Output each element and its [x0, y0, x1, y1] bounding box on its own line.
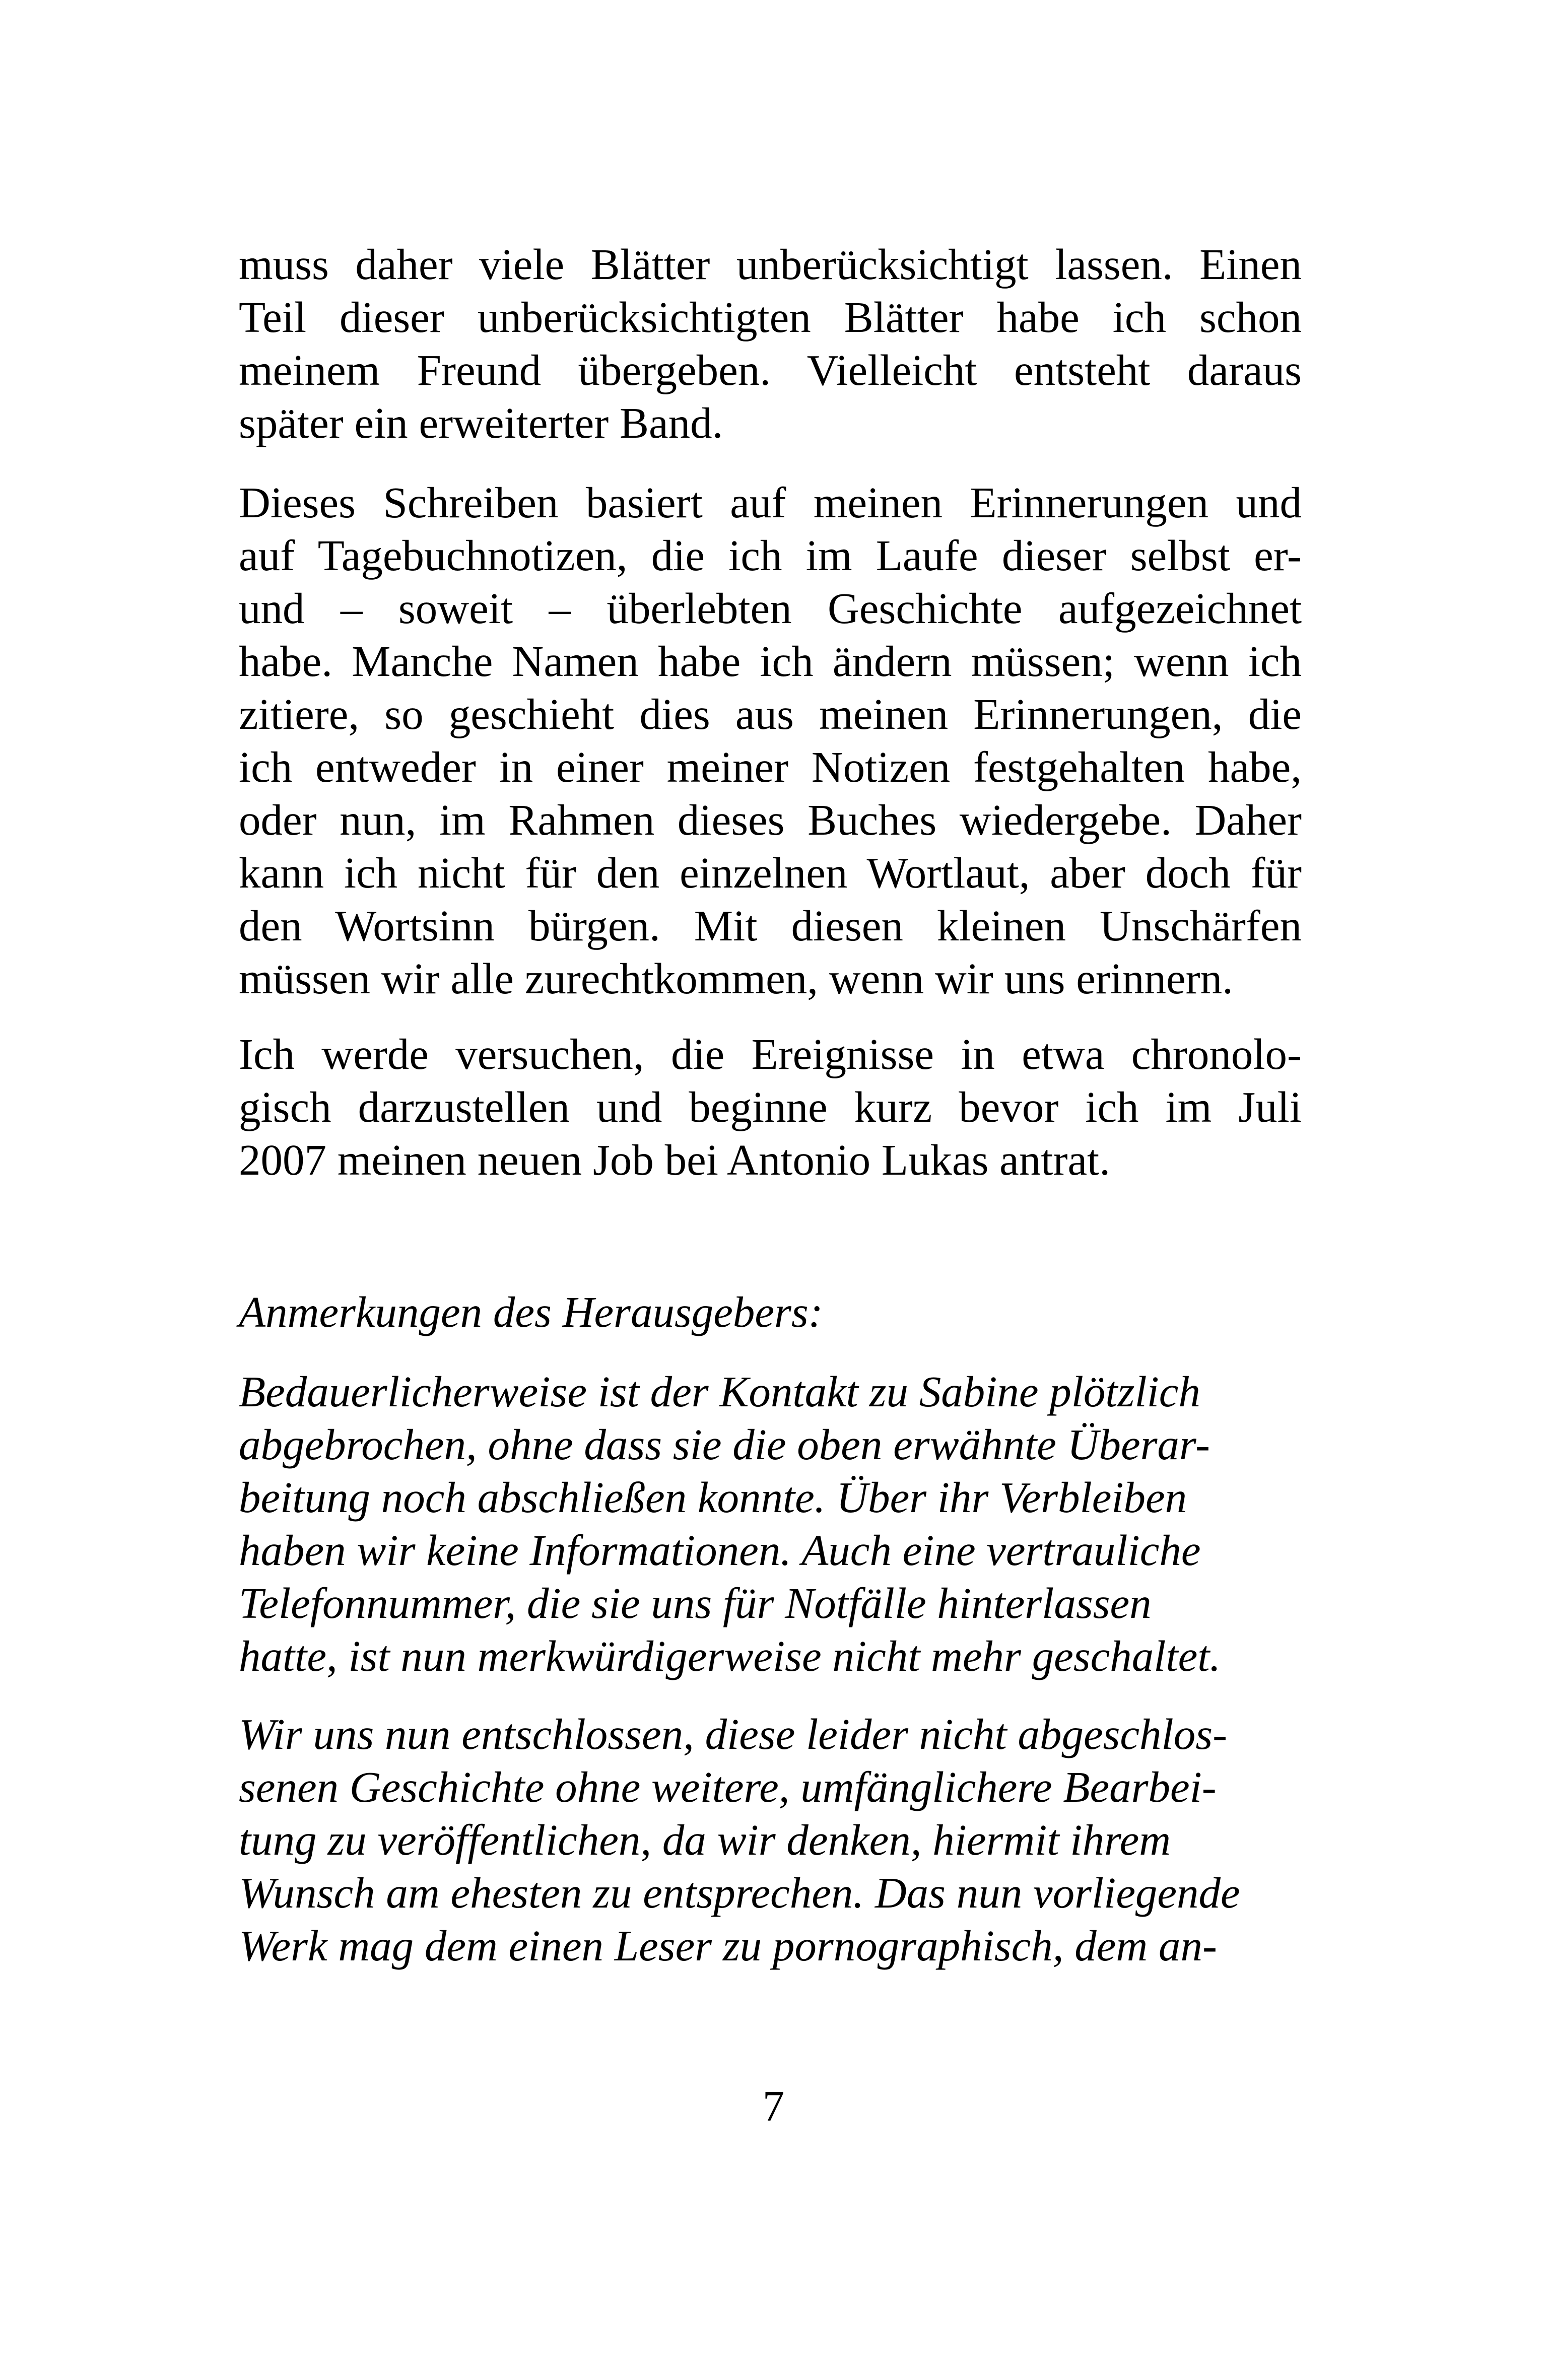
editor-paragraph-1	[239, 1365, 1302, 1682]
editor-notes-heading	[239, 1285, 1302, 1338]
paragraph-line: Bedauerlicherweise ist der Kontakt zu Sabine plötzlich	[239, 1367, 1200, 1416]
paragraph-line: haben wir keine Informationen. Auch eine vertrauliche	[239, 1526, 1201, 1575]
paragraph-line: später ein erweiterter Band.	[239, 398, 723, 447]
paragraph-line: Werk mag dem einen Leser zu pornographisch, dem an-	[239, 1921, 1217, 1970]
paragraph-line: abgebrochen, ohne dass sie die oben erwähnte Überar-	[239, 1420, 1210, 1469]
paragraph-1	[239, 238, 1302, 449]
paragraph-line: Telefonnummer, die sie uns für Notfälle hinterlassen	[239, 1579, 1152, 1627]
paragraph-line: ich entweder in einer meiner Notizen festgehalten habe,	[239, 742, 1302, 791]
paragraph-line: den Wortsinn bürgen. Mit diesen kleinen Unschärfen	[239, 901, 1302, 950]
page-number: 7	[762, 2081, 785, 2130]
paragraph-line: kann ich nicht für den einzelnen Wortlaut, aber doch für	[239, 848, 1302, 897]
paragraph-line: senen Geschichte ohne weitere, umfänglichere Bearbei-	[239, 1762, 1217, 1811]
paragraph-line: muss daher viele Blätter unberücksichtigt lassen. Einen	[239, 240, 1302, 289]
paragraph-line: Dieses Schreiben basiert auf meinen Erinnerungen und	[239, 478, 1302, 527]
paragraph-2	[239, 476, 1302, 1005]
paragraph-line: und – soweit – überlebten Geschichte aufgezeichnet	[239, 584, 1302, 633]
paragraph-line: Ich werde versuchen, die Ereignisse in etwa chronolo-	[239, 1030, 1302, 1078]
paragraph-line: zitiere, so geschieht dies aus meinen Erinnerungen, die	[239, 690, 1302, 738]
paragraph-line: gisch darzustellen und beginne kurz bevor ich im Juli	[239, 1082, 1302, 1131]
paragraph-line: Wir uns nun entschlossen, diese leider nicht abgeschlos-	[239, 1710, 1228, 1758]
paragraph-line: Wunsch am ehesten zu entsprechen. Das nun vorliegende	[239, 1868, 1240, 1917]
paragraph-line: tung zu veröffentlichen, da wir denken, hiermit ihrem	[239, 1815, 1171, 1864]
editor-heading-text: Anmerkungen des Herausgebers:	[239, 1287, 823, 1336]
paragraph-line: beitung noch abschließen konnte. Über ihr Verbleiben	[239, 1473, 1187, 1522]
paragraph-line: habe. Manche Namen habe ich ändern müssen; wenn ich	[239, 637, 1302, 686]
editor-paragraph-2	[239, 1708, 1302, 1972]
paragraph-line: auf Tagebuchnotizen, die ich im Laufe dieser selbst er-	[239, 531, 1302, 580]
paragraph-line: 2007 meinen neuen Job bei Antonio Lukas antrat.	[239, 1135, 1110, 1184]
paragraph-line: hatte, ist nun merkwürdigerweise nicht mehr geschaltet.	[239, 1631, 1221, 1680]
paragraph-line: oder nun, im Rahmen dieses Buches wiedergebe. Daher	[239, 795, 1302, 844]
paragraph-line: meinem Freund übergeben. Vielleicht entsteht daraus	[239, 346, 1302, 394]
paragraph-3	[239, 1028, 1302, 1186]
paragraph-line: müssen wir alle zurechtkommen, wenn wir uns erinnern.	[239, 954, 1233, 1003]
paragraph-line: Teil dieser unberücksichtigten Blätter habe ich schon	[239, 293, 1302, 342]
